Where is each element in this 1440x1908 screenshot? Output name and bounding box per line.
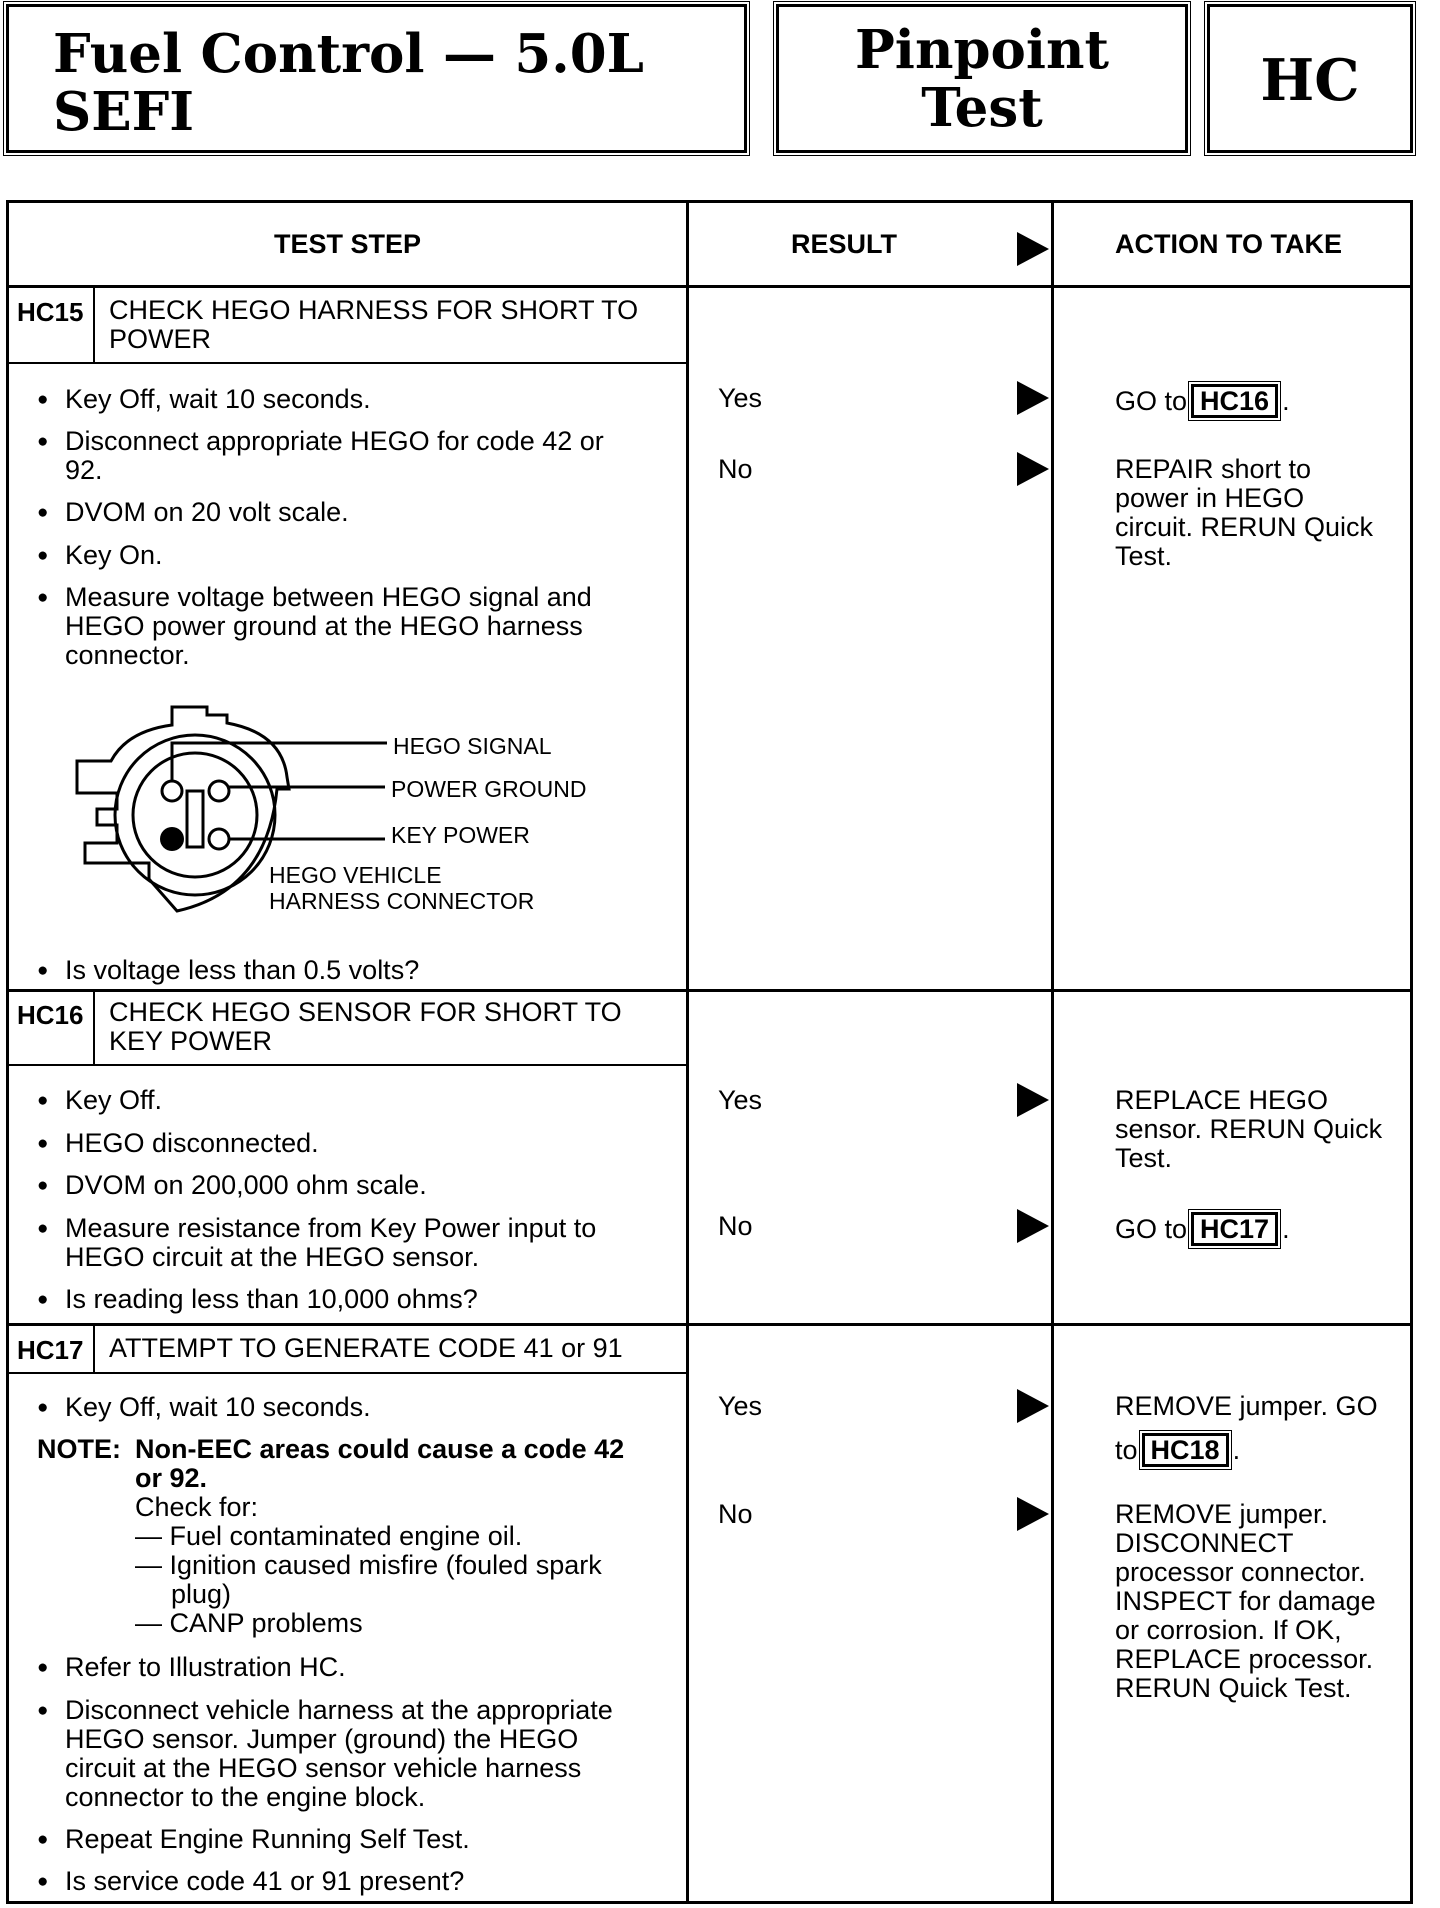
action-no: REMOVE jumper. DISCONNECT processor connector. INSPECT for damage or corrosion. If OK, REPLACE processor. RERUN Quick Test.	[1115, 1499, 1376, 1703]
col-header-result: RESULT	[791, 229, 897, 259]
pin-filled	[160, 827, 184, 851]
pin-power-ground	[209, 781, 229, 801]
code-divider	[93, 288, 95, 364]
pin-hego-signal	[162, 781, 182, 801]
result-no: No	[718, 1499, 753, 1529]
step-question: ● Is service code 41 or 91 present?	[65, 1867, 464, 1896]
page-title: Fuel Control — 5.0L SEFI	[53, 23, 644, 143]
arrow-right-icon	[1017, 452, 1049, 486]
title-divider	[9, 1064, 686, 1066]
title-divider	[9, 362, 686, 364]
title-box	[6, 4, 747, 153]
arrow-right-icon	[1017, 381, 1049, 415]
pinpoint-test-label: Pinpoint Test	[854, 19, 1110, 139]
step-divider	[9, 989, 1410, 992]
header-divider	[9, 285, 1410, 288]
label-hego-signal: HEGO SIGNAL	[393, 733, 552, 759]
step-ref-hc17[interactable]: HC17	[1191, 1212, 1278, 1246]
step-question: ● Is voltage less than 0.5 volts?	[65, 956, 419, 985]
result-yes: Yes	[718, 1391, 763, 1421]
section-code: HC	[1260, 47, 1360, 114]
connector-face	[115, 735, 275, 895]
col-header-test-step: TEST STEP	[273, 229, 422, 259]
connector-inner-ring	[133, 753, 257, 877]
label-key-power: KEY POWER	[391, 822, 530, 848]
list-item: ● Measure voltage between HEGO signal and HEGO power ground at the HEGO harness connector.	[65, 583, 592, 670]
result-no: No	[718, 454, 753, 484]
arrow-right-icon	[1017, 1209, 1049, 1243]
result-yes: Yes	[718, 383, 763, 413]
list-item: ● DVOM on 200,000 ohm scale.	[65, 1171, 427, 1200]
list-item: ● Repeat Engine Running Self Test.	[65, 1825, 470, 1854]
arrow-right-icon	[1017, 1389, 1049, 1423]
label-power-ground: POWER GROUND	[391, 776, 587, 802]
connector-key	[187, 791, 203, 847]
note-body: Non-EEC areas could cause a code 42 or 92. Check for: — Fuel contaminated engine oil. — Ignition caused misfire (fouled spark plug) — CANP problems	[135, 1434, 625, 1638]
step-code: HC16	[17, 1000, 84, 1030]
action-no: REPAIR short to power in HEGO circuit. RERUN Quick Test.	[1115, 454, 1374, 571]
note-label: NOTE:	[37, 1434, 121, 1464]
step-question: ● Is reading less than 10,000 ohms?	[65, 1285, 478, 1314]
list-item: ● Key On.	[65, 541, 163, 570]
pinpoint-test-box	[776, 4, 1188, 153]
step-title: CHECK HEGO HARNESS FOR SHORT TO POWER	[109, 295, 639, 354]
arrow-right-icon	[1017, 232, 1049, 266]
step-code: HC17	[17, 1335, 84, 1365]
section-code-box	[1207, 4, 1413, 153]
list-item: ● DVOM on 20 volt scale.	[65, 498, 349, 527]
column-divider	[686, 203, 689, 1901]
step-title: CHECK HEGO SENSOR FOR SHORT TO KEY POWER	[109, 997, 622, 1056]
step-ref-hc18[interactable]: HC18	[1142, 1433, 1229, 1467]
action-no: GO to HC17 .	[1115, 1214, 1290, 1244]
col-header-action: ACTION TO TAKE	[1115, 229, 1342, 259]
title-divider	[9, 1372, 686, 1374]
list-item: ● Key Off, wait 10 seconds.	[65, 385, 371, 414]
arrow-right-icon	[1017, 1497, 1049, 1531]
leader-hego-signal	[172, 743, 387, 781]
step-divider	[9, 1323, 1410, 1326]
step-ref-hc16[interactable]: HC16	[1191, 384, 1278, 418]
label-connector: HEGO VEHICLE HARNESS CONNECTOR	[269, 862, 535, 914]
pin-key-power	[209, 829, 229, 849]
list-item: ● Refer to Illustration HC.	[65, 1653, 346, 1682]
arrow-right-icon	[1017, 1083, 1049, 1117]
pinpoint-test-table	[6, 200, 1413, 1904]
result-yes: Yes	[718, 1085, 763, 1115]
column-divider	[1051, 203, 1054, 1901]
action-yes: GO to HC16 .	[1115, 386, 1290, 416]
list-item: ● Disconnect vehicle harness at the appropriate HEGO sensor. Jumper (ground) the HEGO circuit at the HEGO sensor vehicle harness connector to the engine block.	[65, 1696, 613, 1812]
list-item: ● Disconnect appropriate HEGO for code 42 or 92.	[65, 427, 604, 485]
code-divider	[93, 992, 95, 1066]
list-item: ● Key Off.	[65, 1086, 162, 1115]
action-yes: REPLACE HEGO sensor. RERUN Quick Test.	[1115, 1085, 1383, 1173]
list-item: ● Measure resistance from Key Power input to HEGO circuit at the HEGO sensor.	[65, 1214, 596, 1272]
action-yes: REMOVE jumper. GO to HC18 .	[1115, 1391, 1378, 1465]
list-item: ● HEGO disconnected.	[65, 1129, 319, 1158]
list-item: ● Key Off, wait 10 seconds.	[65, 1393, 371, 1422]
result-no: No	[718, 1211, 753, 1241]
step-code: HC15	[17, 297, 84, 327]
step-title: ATTEMPT TO GENERATE CODE 41 or 91	[109, 1333, 623, 1363]
code-divider	[93, 1326, 95, 1374]
